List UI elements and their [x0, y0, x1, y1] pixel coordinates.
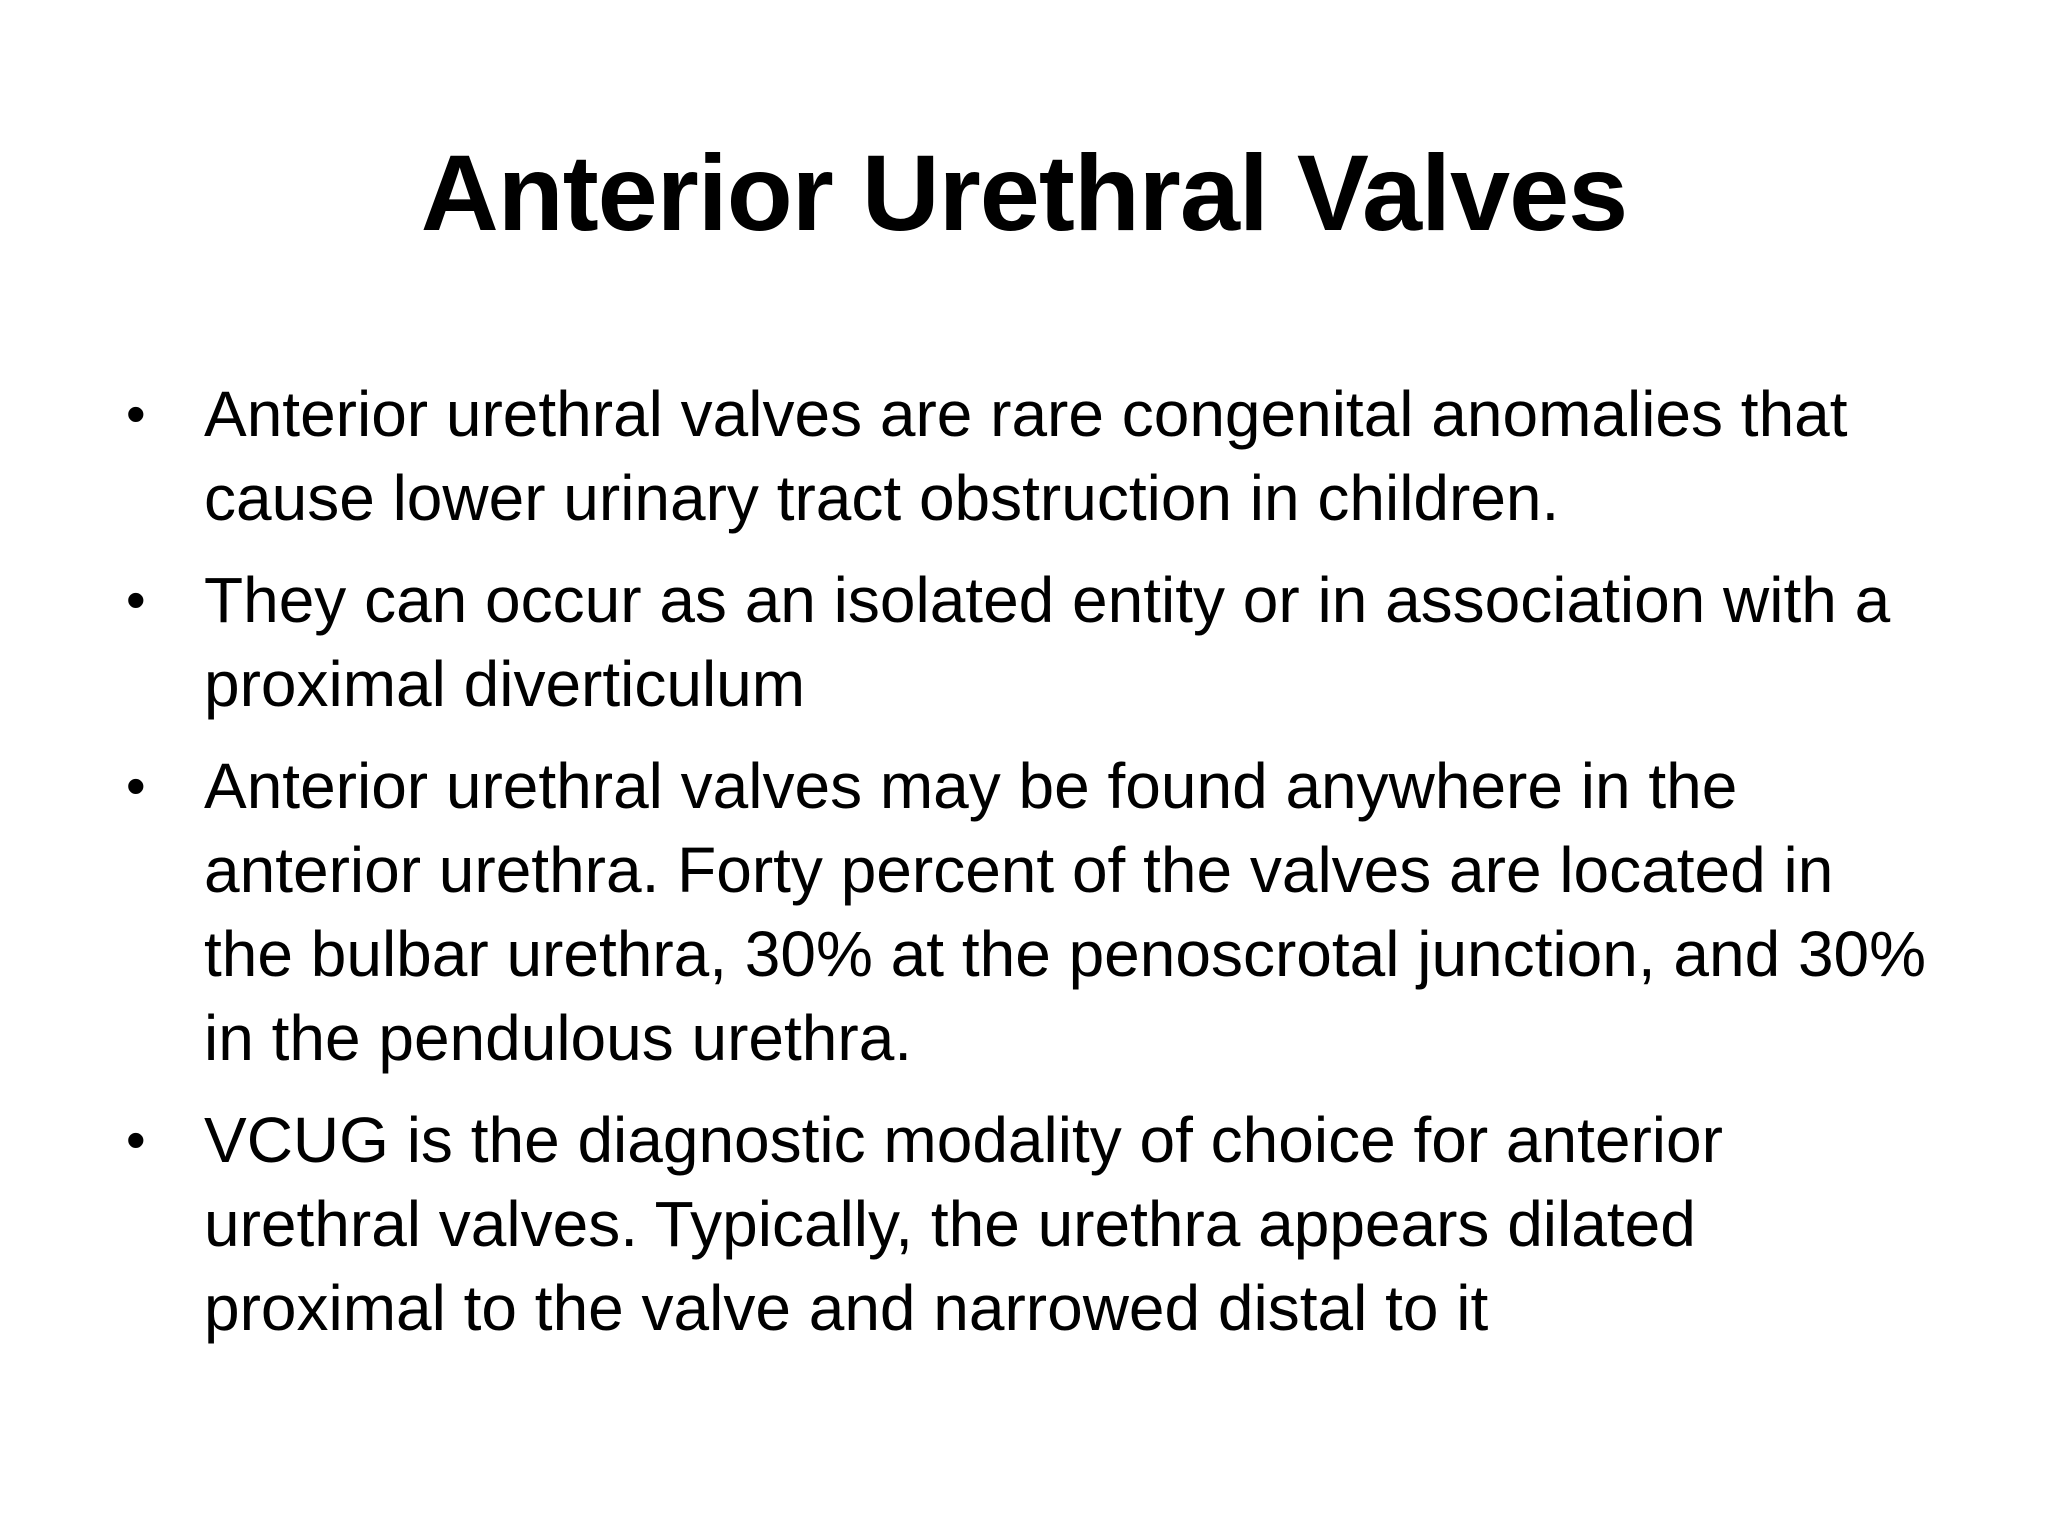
bullet-text: They can occur as an isolated entity or in association with a proximal diverticulum	[204, 564, 1891, 720]
bullet-icon: •	[126, 1108, 146, 1171]
slide-title: Anterior Urethral Valves	[420, 132, 1628, 253]
bullet-text: Anterior urethral valves are rare congenital anomalies that cause lower urinary tract obstruction in children.	[204, 378, 1848, 534]
bullet-item-1	[120, 372, 1940, 540]
bullet-item-2	[120, 558, 1940, 726]
bullet-icon: •	[126, 382, 146, 445]
bullet-icon: •	[126, 568, 146, 631]
bullet-icon: •	[126, 754, 146, 817]
bullet-text: Anterior urethral valves may be found anywhere in the anterior urethra. Forty percent of the valves are located in the bulbar urethra, 30% at the penoscrotal junction, and 30% in the pendulous urethra.	[204, 750, 1927, 1074]
bullet-text: VCUG is the diagnostic modality of choice for anterior urethral valves. Typically, the urethra appears dilated proximal to the valve and narrowed distal to it	[204, 1104, 1723, 1344]
bullet-item-4	[120, 1098, 1940, 1350]
bullet-item-3	[120, 744, 1940, 1080]
bullet-list	[120, 372, 1940, 1368]
